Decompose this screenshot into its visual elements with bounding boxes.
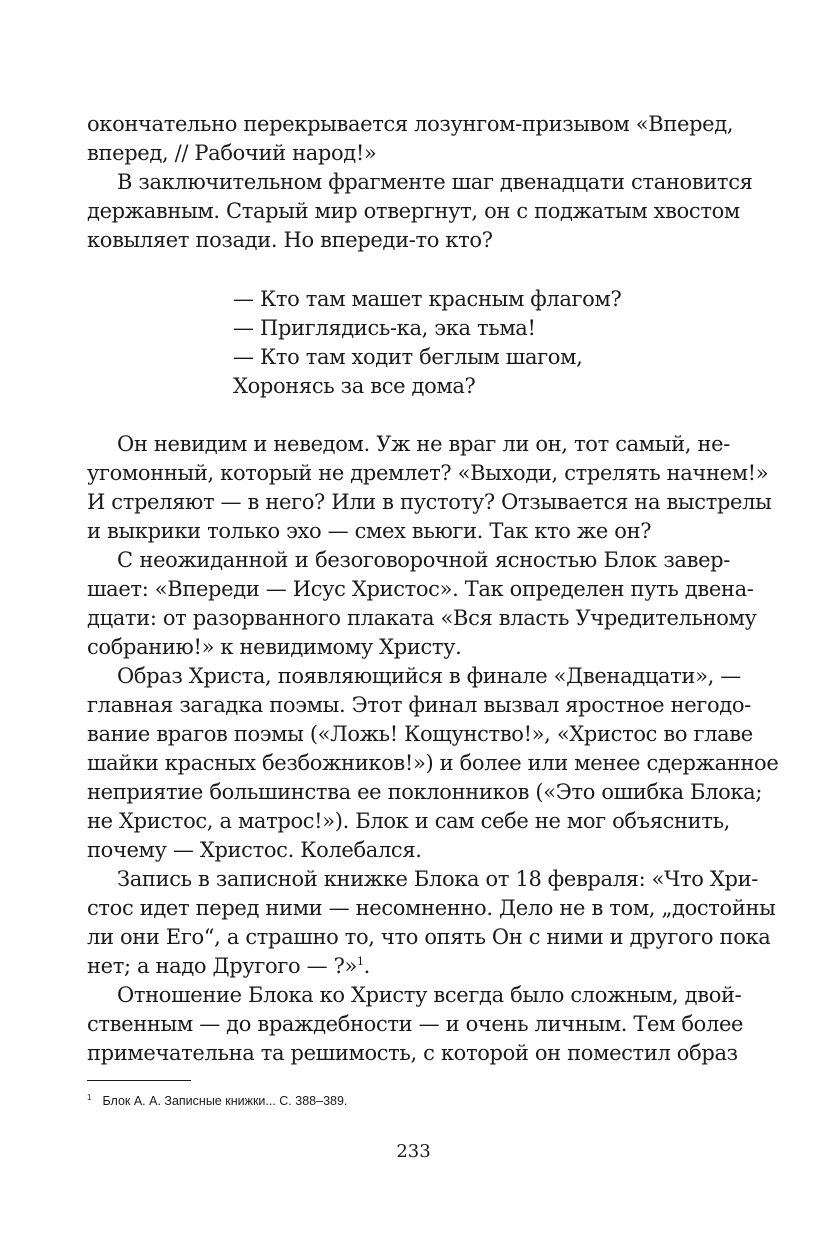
text-line: шайки красных безбожников!») и более или менее сдержанное — [87, 751, 779, 775]
verse-quote — [233, 285, 621, 401]
text-line: неприятие большинства ее поклонников («Это ошибка Блока; — [87, 780, 763, 804]
text-line: почему — Христос. Колебался. — [87, 838, 422, 862]
text-line: Образ Христа, появляющийся в финале «Двенадцати», — — [117, 664, 741, 688]
verse-line: — Приглядись-ка, эка тьма! — [233, 316, 536, 340]
verse-line: Хоронясь за все дома? — [233, 374, 476, 398]
footnote-number: 1 — [87, 1093, 92, 1102]
text-line: ли они Его“, а страшно то, что опять Он с ними и другого пока — [87, 925, 771, 949]
text-line: ственным — до враждебности — и очень личным. Тем более — [87, 1012, 744, 1036]
main-text-top — [87, 110, 753, 255]
main-text-bottom — [87, 430, 779, 1068]
text-line: Он невидим и неведом. Уж не враг ли он, тот самый, не- — [117, 432, 730, 456]
text-line: и выкрики только эхо — смех вьюги. Так кто же он? — [87, 519, 652, 543]
footnote — [87, 1090, 347, 1109]
text-line: не Христос, а матрос!»). Блок и сам себе не мог объяснить, — [87, 809, 730, 833]
text-line: С неожиданной и безоговорочной ясностью Блок завер- — [117, 548, 730, 572]
text-line: Отношение Блока ко Христу всегда было сложным, двой- — [117, 983, 742, 1007]
text-line: примечательна та решимость, с которой он поместил образ — [87, 1041, 738, 1065]
text-line: державным. Старый мир отвергнут, он с поджатым хвостом — [87, 199, 740, 223]
text-line: главная загадка поэмы. Этот финал вызвал яростное негодо- — [87, 693, 751, 717]
text-line: вание врагов поэмы («Ложь! Кощунство!», «Христос во главе — [87, 722, 753, 746]
text-line: стос идет перед ними — несомненно. Дело не в том, „достойны — [87, 896, 776, 920]
text-line: окончательно перекрывается лозунгом-призывом «Вперед, — [87, 112, 734, 136]
footnote-text: Блок А. А. Записные книжки... С. 388–389. — [102, 1094, 348, 1109]
text-line: дцати: от разорванного плаката «Вся власть Учредительному — [87, 606, 757, 630]
text-line: собранию!» к невидимому Христу. — [87, 635, 462, 659]
verse-line: — Кто там машет красным флагом? — [233, 287, 622, 311]
text-line: В заключительном фрагменте шаг двенадцати становится — [117, 170, 753, 194]
footnote-divider — [87, 1080, 191, 1081]
page-number: 233 — [396, 1141, 431, 1162]
text-line-with-footnote-ref: нет; а надо Другого — ?»$^1$. — [87, 954, 370, 978]
text-line: ковыляет позади. Но впереди-то кто? — [87, 228, 493, 252]
text-line: вперед, // Рабочий народ!» — [87, 141, 377, 165]
text-line: угомонный, который не дремлет? «Выходи, стрелять начнем!» — [87, 461, 769, 485]
text-fragment: нет; а надо Другого — ?» — [87, 954, 357, 978]
footnote-reference[interactable]: 1 — [356, 955, 364, 968]
verse-line: — Кто там ходит беглым шагом, — [233, 345, 583, 369]
text-line: шает: «Впереди — Исус Христос». Так определен путь двена- — [87, 577, 754, 601]
text-line: Запись в записной книжке Блока от 18 февраля: «Что Хри- — [117, 867, 758, 891]
text-line: И стреляют — в него? Или в пустоту? Отзывается на выстрелы — [87, 490, 772, 514]
